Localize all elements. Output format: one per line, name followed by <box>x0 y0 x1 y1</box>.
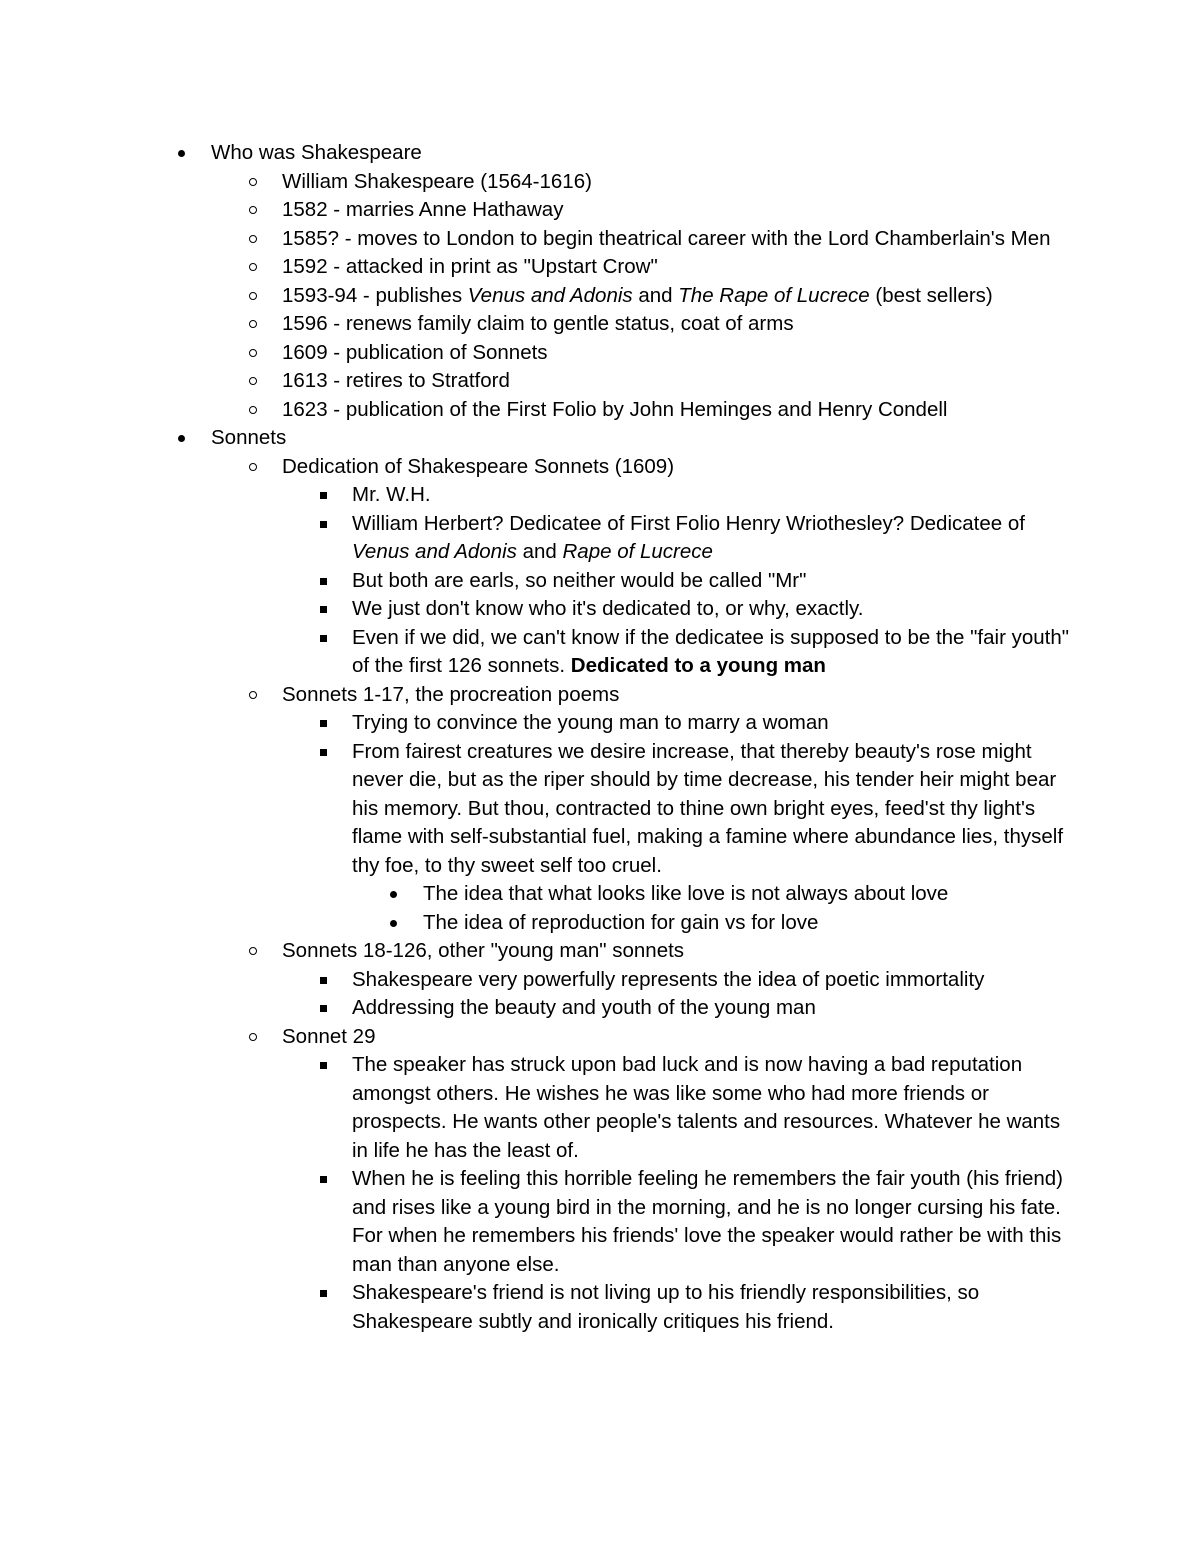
list-item-text: Who was Shakespeare <box>211 141 422 164</box>
list-item-text: Dedication of Shakespeare Sonnets (1609) <box>282 454 675 478</box>
square-bullet-icon <box>317 624 329 653</box>
square-bullet-icon <box>317 481 329 510</box>
square-bullet-icon <box>317 1051 329 1080</box>
list-item-1609 <box>0 339 1075 368</box>
list-item-earls <box>0 567 1075 596</box>
list-item-bad-luck <box>0 1051 1075 1165</box>
hollow-circle-bullet-icon <box>247 453 259 482</box>
list-item-herbert <box>0 510 1075 567</box>
list-item-text: 1592 - attacked in print as "Upstart Crow" <box>282 255 658 278</box>
list-item-text: William Shakespeare (1564-1616) <box>282 169 592 193</box>
square-bullet-icon <box>317 1165 329 1194</box>
list-item-text: 1593-94 - publishes Venus and Adonis and The Rape of Lucrece (best sellers) <box>282 283 993 307</box>
list-item-beauty-youth <box>0 994 1075 1023</box>
list-item-1596 <box>0 310 1075 339</box>
list-item-birth <box>0 168 1075 197</box>
list-item-text: Mr. W.H. <box>352 483 431 506</box>
hollow-circle-bullet-icon <box>247 367 259 396</box>
list-item-text: We just don't know who it's dedicated to, or why, exactly. <box>352 597 864 620</box>
notes-outline <box>0 139 1200 1336</box>
list-item-critique <box>0 1279 1075 1336</box>
hollow-circle-bullet-icon <box>247 225 259 254</box>
square-bullet-icon <box>317 510 329 539</box>
list-item-sonnet-29 <box>0 1023 1075 1052</box>
list-item-fair-youth <box>0 1165 1075 1279</box>
list-item-text: Trying to convince the young man to marry a woman <box>352 711 829 734</box>
list-item-text: The speaker has struck upon bad luck and is now having a bad reputation amongst others. He wishes he was like some who had more friends or prospects. He wants other people's talents and resources. Whatever he wants in life he has the least of. <box>352 1053 1061 1162</box>
list-item-text: Sonnets <box>211 426 287 449</box>
hollow-circle-bullet-icon <box>247 937 259 966</box>
list-item-procreation <box>0 681 1075 710</box>
list-item-text: 1613 - retires to Stratford <box>282 369 510 392</box>
list-item-sonnets <box>0 424 1075 453</box>
square-bullet-icon <box>317 994 329 1023</box>
list-item-text: The idea that what looks like love is not always about love <box>423 882 949 905</box>
list-item-text: Sonnets 18-126, other "young man" sonnets <box>282 939 685 962</box>
list-item-love-idea <box>0 880 1075 909</box>
list-item-even-if <box>0 624 1075 681</box>
list-item-reproduction-idea <box>0 909 1075 938</box>
list-item-1585 <box>0 225 1075 254</box>
square-bullet-icon <box>317 567 329 596</box>
square-bullet-icon <box>317 1279 329 1308</box>
hollow-circle-bullet-icon <box>247 168 259 197</box>
list-item-convince <box>0 709 1075 738</box>
filled-circle-bullet-icon <box>388 909 400 938</box>
list-item-text: From fairest creatures we desire increase, that thereby beauty's rose might never die, but as the riper should by time decrease, his tender heir might bear his memory. But thou, contracted to thine own bright eyes, feed'st thy light's flame with self-substantial fuel, making a famine where abundance lies, thyself thy foe, to thy sweet self too cruel. <box>352 739 1064 877</box>
square-bullet-icon <box>317 595 329 624</box>
list-item-1593 <box>0 282 1075 311</box>
filled-circle-bullet-icon <box>388 880 400 909</box>
list-item-who-was-shakespeare <box>0 139 1075 168</box>
list-item-text: But both are earls, so neither would be called "Mr" <box>352 568 807 592</box>
list-item-young-man-sonnets <box>0 937 1075 966</box>
square-bullet-icon <box>317 709 329 738</box>
square-bullet-icon <box>317 966 329 995</box>
hollow-circle-bullet-icon <box>247 196 259 225</box>
filled-circle-bullet-icon <box>176 139 188 168</box>
hollow-circle-bullet-icon <box>247 396 259 425</box>
list-item-dont-know <box>0 595 1075 624</box>
square-bullet-icon <box>317 738 329 767</box>
list-item-text: 1609 - publication of Sonnets <box>282 340 548 364</box>
list-item-1623 <box>0 396 1075 425</box>
list-item-text: 1596 - renews family claim to gentle status, coat of arms <box>282 312 794 335</box>
list-item-fairest-creatures <box>0 738 1075 881</box>
list-item-text: William Herbert? Dedicatee of First Folio Henry Wriothesley? Dedicatee of Venus and Adonis and Rape of Lucrece <box>352 511 1025 563</box>
hollow-circle-bullet-icon <box>247 339 259 368</box>
hollow-circle-bullet-icon <box>247 681 259 710</box>
list-item-mr-wh <box>0 481 1075 510</box>
list-item-text: The idea of reproduction for gain vs for love <box>423 910 819 934</box>
list-item-text: When he is feeling this horrible feeling he remembers the fair youth (his friend) and rises like a young bird in the morning, and he is no longer cursing his fate. For when he remembers his friends' love the speaker would rather be with this man than anyone else. <box>352 1167 1064 1276</box>
list-item-1582 <box>0 196 1075 225</box>
list-item-dedication <box>0 453 1075 482</box>
hollow-circle-bullet-icon <box>247 253 259 282</box>
list-item-1592 <box>0 253 1075 282</box>
list-item-1613 <box>0 367 1075 396</box>
list-item-text: Addressing the beauty and youth of the young man <box>352 996 816 1019</box>
list-item-text: 1623 - publication of the First Folio by John Heminges and Henry Condell <box>282 397 948 421</box>
list-item-text: Sonnet 29 <box>282 1024 376 1048</box>
list-item-text: Shakespeare very powerfully represents the idea of poetic immortality <box>352 967 985 991</box>
hollow-circle-bullet-icon <box>247 282 259 311</box>
list-item-text: Shakespeare's friend is not living up to his friendly responsibilities, so Shakespeare subtly and ironically critiques his friend. <box>352 1281 980 1333</box>
list-item-text: 1585? - moves to London to begin theatrical career with the Lord Chamberlain's Men <box>282 226 1051 250</box>
list-item-text: 1582 - marries Anne Hathaway <box>282 198 564 221</box>
list-item-immortality <box>0 966 1075 995</box>
hollow-circle-bullet-icon <box>247 310 259 339</box>
hollow-circle-bullet-icon <box>247 1023 259 1052</box>
list-item-text: Even if we did, we can't know if the dedicatee is supposed to be the "fair youth" of the first 126 sonnets. Dedicated to a young man <box>352 625 1070 677</box>
filled-circle-bullet-icon <box>176 424 188 453</box>
list-item-text: Sonnets 1-17, the procreation poems <box>282 682 620 706</box>
